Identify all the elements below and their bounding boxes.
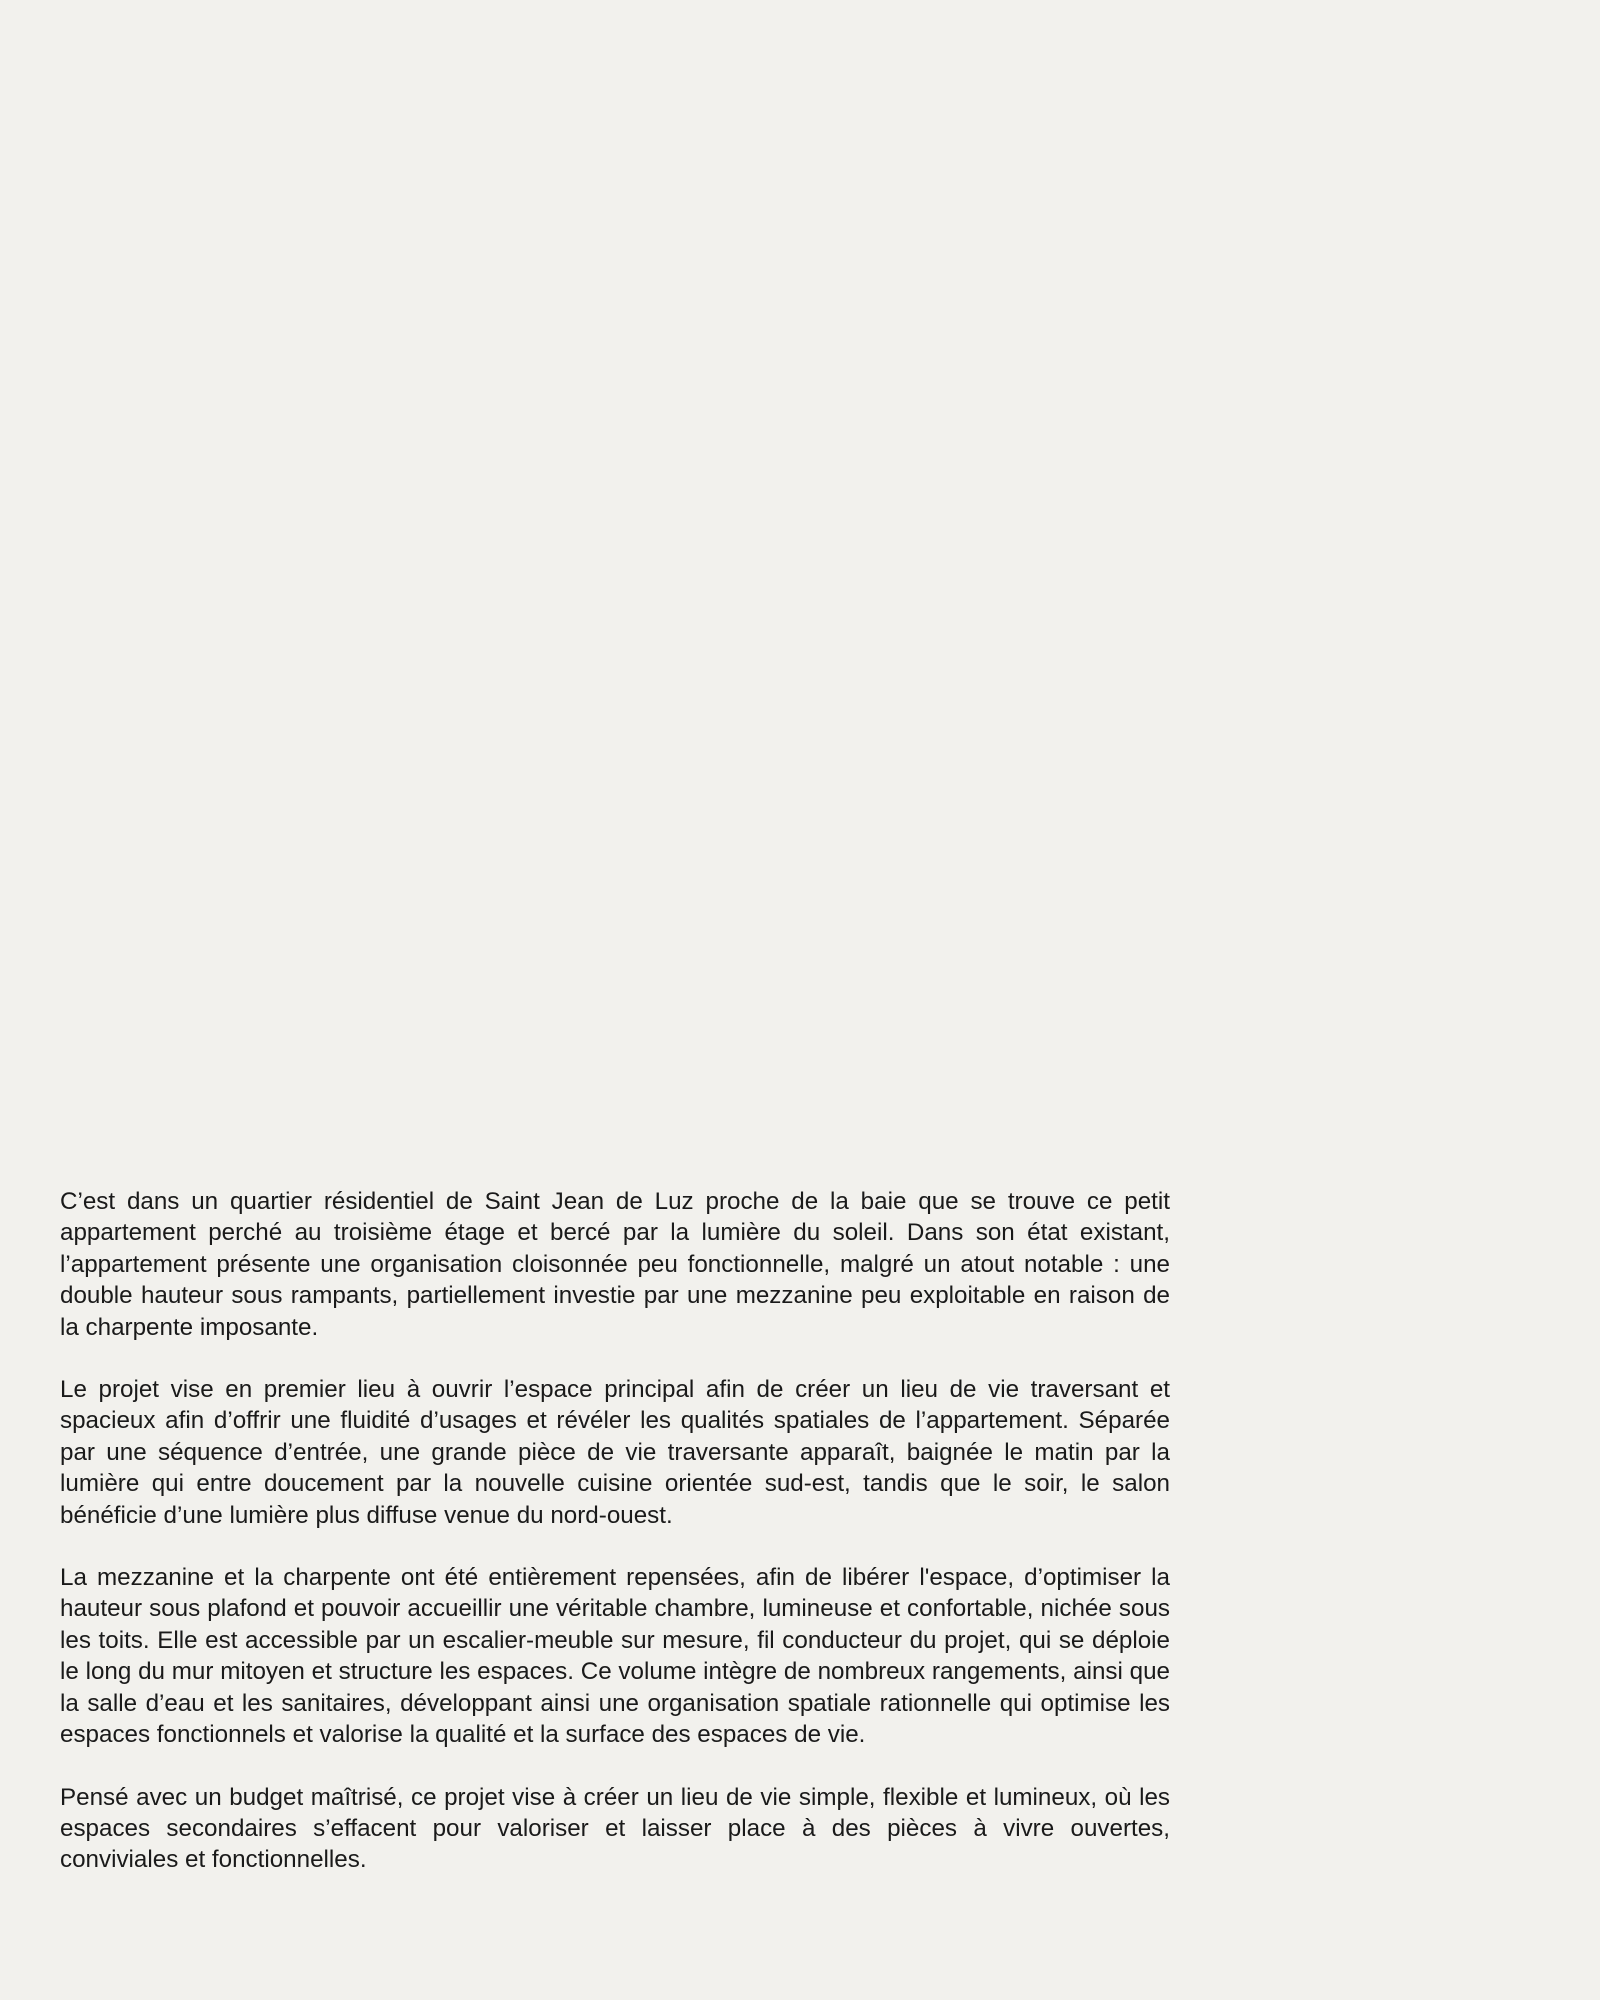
paragraph-budget: Pensé avec un budget maîtrisé, ce projet vise à créer un lieu de vie simple, flexible et lumineux, où les espaces secondaires s’effacent pour valoriser et laisser place à des pièces à vivre ouvertes, conviviales et fonctionnelles.	[60, 1783, 1170, 1874]
project-description	[60, 1186, 1170, 1876]
paragraph-mezzanine: La mezzanine et la charpente ont été entièrement repensées, afin de libérer l'espace, d’optimiser la hauteur sous plafond et pouvoir accueillir une véritable chambre, lumineuse et confortable, nichée sous les toits. Elle est accessible par un escalier-meuble sur mesure, fil conducteur du projet, qui se déploie le long du mur mitoyen et structure les espaces. Ce volume intègre de nombreux rangements, ainsi que la salle d’eau et les sanitaires, développant ainsi une organisation spatiale rationnelle qui optimise les espaces fonctionnels et valorise la qualité et la surface des espaces de vie.	[60, 1564, 1170, 1749]
paragraph-living-space: Le projet vise en premier lieu à ouvrir l’espace principal afin de créer un lieu de vie traversant et spacieux afin d’offrir une fluidité d’usages et révéler les qualités spatiales de l’appartement. Séparée par une séquence d’entrée, une grande pièce de vie traversante apparaît, baignée le matin par la lumière qui entre doucement par la nouvelle cuisine orientée sud-est, tandis que le soir, le salon bénéficie d’une lumière plus diffuse venue du nord-ouest.	[60, 1376, 1170, 1529]
paragraph-context: C’est dans un quartier résidentiel de Saint Jean de Luz proche de la baie que se trouve ce petit appartement perché au troisième étage et bercé par la lumière du soleil. Dans son état existant, l’appartement présente une organisation cloisonnée peu fonctionnelle, malgré un atout notable : une double hauteur sous rampants, partiellement investie par une mezzanine peu exploitable en raison de la charpente imposante.	[60, 1188, 1170, 1341]
